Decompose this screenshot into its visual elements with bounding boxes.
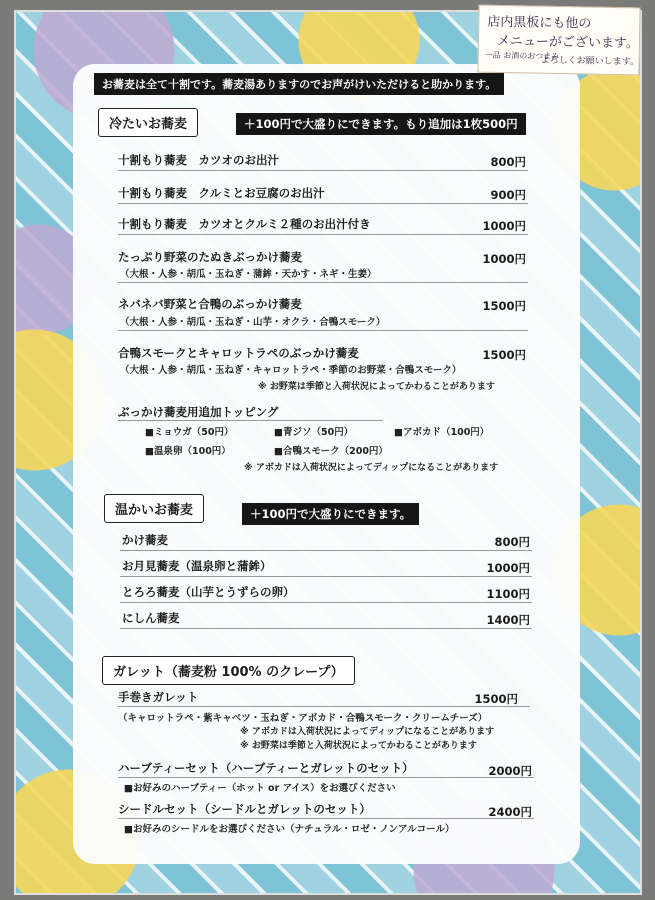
menu-item-name: 十割もり蕎麦 カツオとクルミ２種のお出汁付き: [118, 217, 371, 231]
sticky-note: [477, 5, 640, 76]
menu-item-name: ハーブティーセット（ハーブティーとガレットのセット）: [118, 761, 414, 775]
menu-item-ingredients: ■お好みのシードルをお選びください（ナチュラル・ロゼ・ノンアルコール）: [124, 824, 455, 835]
divider: [118, 706, 530, 707]
divider: [118, 282, 528, 283]
topping-item: ■ミョウガ（50円）: [145, 427, 234, 438]
menu-item-name: たっぷり野菜のたぬきぶっかけ蕎麦: [118, 250, 302, 264]
note-line: メニューがございます。: [496, 33, 640, 52]
menu-item-price: 1100円: [486, 587, 530, 601]
cold-banner: ＋100円で大盛りにできます。もり追加は1枚500円: [236, 113, 526, 135]
avocado-note: ※ アボカドは入荷状況によってディップになることがあります: [244, 463, 499, 473]
vegetable-note: ※ お野菜は季節と入荷状況によってかわることがあります: [258, 382, 495, 392]
header-banner: お蕎麦は全て十割です。蕎麦湯ありますのでお声がけいただけると助かります。: [94, 73, 504, 95]
menu-item-price: 1500円: [474, 692, 518, 706]
menu-item-ingredients: （キャロットラペ・紫キャベツ・玉ねぎ・アボカド・合鴨スモーク・クリームチーズ）: [118, 713, 488, 724]
menu-item-ingredients: （大根・人参・胡瓜・玉ねぎ・キャロットラペ・季節のお野菜・合鴨スモーク）: [120, 365, 462, 376]
note-line: 店内黒板にも他の: [487, 14, 592, 32]
menu-item-name: かけ蕎麦: [122, 533, 168, 547]
divider: [118, 818, 534, 819]
menu-item-price: 1500円: [482, 299, 526, 313]
section-title-hot: 温かいお蕎麦: [104, 494, 204, 523]
note-line: よろしくお願いします。: [540, 55, 639, 68]
section-title-cold: 冷たいお蕎麦: [98, 108, 198, 137]
topping-item: ■アボカド（100円）: [394, 427, 490, 438]
topping-item: ■青ジソ（50円）: [274, 427, 354, 438]
topping-title: ぶっかけ蕎麦用追加トッピング: [118, 405, 279, 419]
menu-item-price: 2000円: [488, 764, 532, 778]
menu-item-ingredients: （大根・人参・胡瓜・玉ねぎ・蒲鉾・天かす・ネギ・生姜）: [120, 269, 377, 280]
menu-item-price: 1000円: [482, 219, 526, 233]
divider: [120, 576, 532, 577]
menu-item-name: シードルセット（シードルとガレットのセット）: [118, 802, 371, 816]
divider: [118, 330, 528, 331]
hot-banner: ＋100円で大盛りにできます。: [242, 503, 419, 525]
divider: [118, 203, 528, 204]
menu-item-price: 1400円: [486, 613, 530, 627]
note-line: 一品 お酒のおつまみ: [484, 50, 560, 62]
menu-item-name: ネバネバ野菜と合鴨のぶっかけ蕎麦: [118, 297, 302, 311]
menu-item-price: 2400円: [488, 805, 532, 819]
menu-item-price: 800円: [494, 535, 530, 549]
avocado-note: ※ アボカドは入荷状況によってディップになることがあります: [240, 727, 495, 737]
menu-item-name: にしん蕎麦: [122, 611, 180, 625]
menu-item-price: 900円: [490, 188, 526, 202]
divider: [118, 420, 383, 421]
section-title-galette: ガレット（蕎麦粉 100% のクレープ）: [102, 656, 355, 685]
menu-item-name: 合鴨スモークとキャロットラペのぶっかけ蕎麦: [118, 346, 359, 360]
menu-item-price: 800円: [490, 155, 526, 169]
menu-item-ingredients: （大根・人参・胡瓜・玉ねぎ・山芋・オクラ・合鴨スモーク）: [120, 317, 386, 328]
divider: [120, 628, 532, 629]
menu-item-price: 1000円: [482, 252, 526, 266]
menu-item-price: 1500円: [482, 348, 526, 362]
menu-item-name: 十割もり蕎麦 カツオのお出汁: [118, 153, 279, 167]
menu-item-name: とろろ蕎麦（山芋とうずらの卵）: [122, 585, 295, 599]
divider: [118, 777, 534, 778]
menu-item-name: 手巻きガレット: [118, 690, 199, 704]
topping-item: ■温泉卵（100円）: [145, 446, 231, 457]
divider: [120, 602, 532, 603]
divider: [120, 550, 532, 551]
menu-item-price: 1000円: [486, 561, 530, 575]
menu-item-ingredients: ■お好みのハーブティー（ホット or アイス）をお選びください: [124, 783, 396, 794]
vegetable-note: ※ お野菜は季節と入荷状況によってかわることがあります: [240, 741, 477, 751]
topping-item: ■合鴨スモーク（200円）: [274, 446, 388, 457]
divider: [118, 234, 528, 235]
divider: [118, 170, 528, 171]
menu-item-name: お月見蕎麦（温泉卵と蒲鉾）: [122, 559, 272, 573]
menu-item-name: 十割もり蕎麦 クルミとお豆腐のお出汁: [118, 186, 325, 200]
